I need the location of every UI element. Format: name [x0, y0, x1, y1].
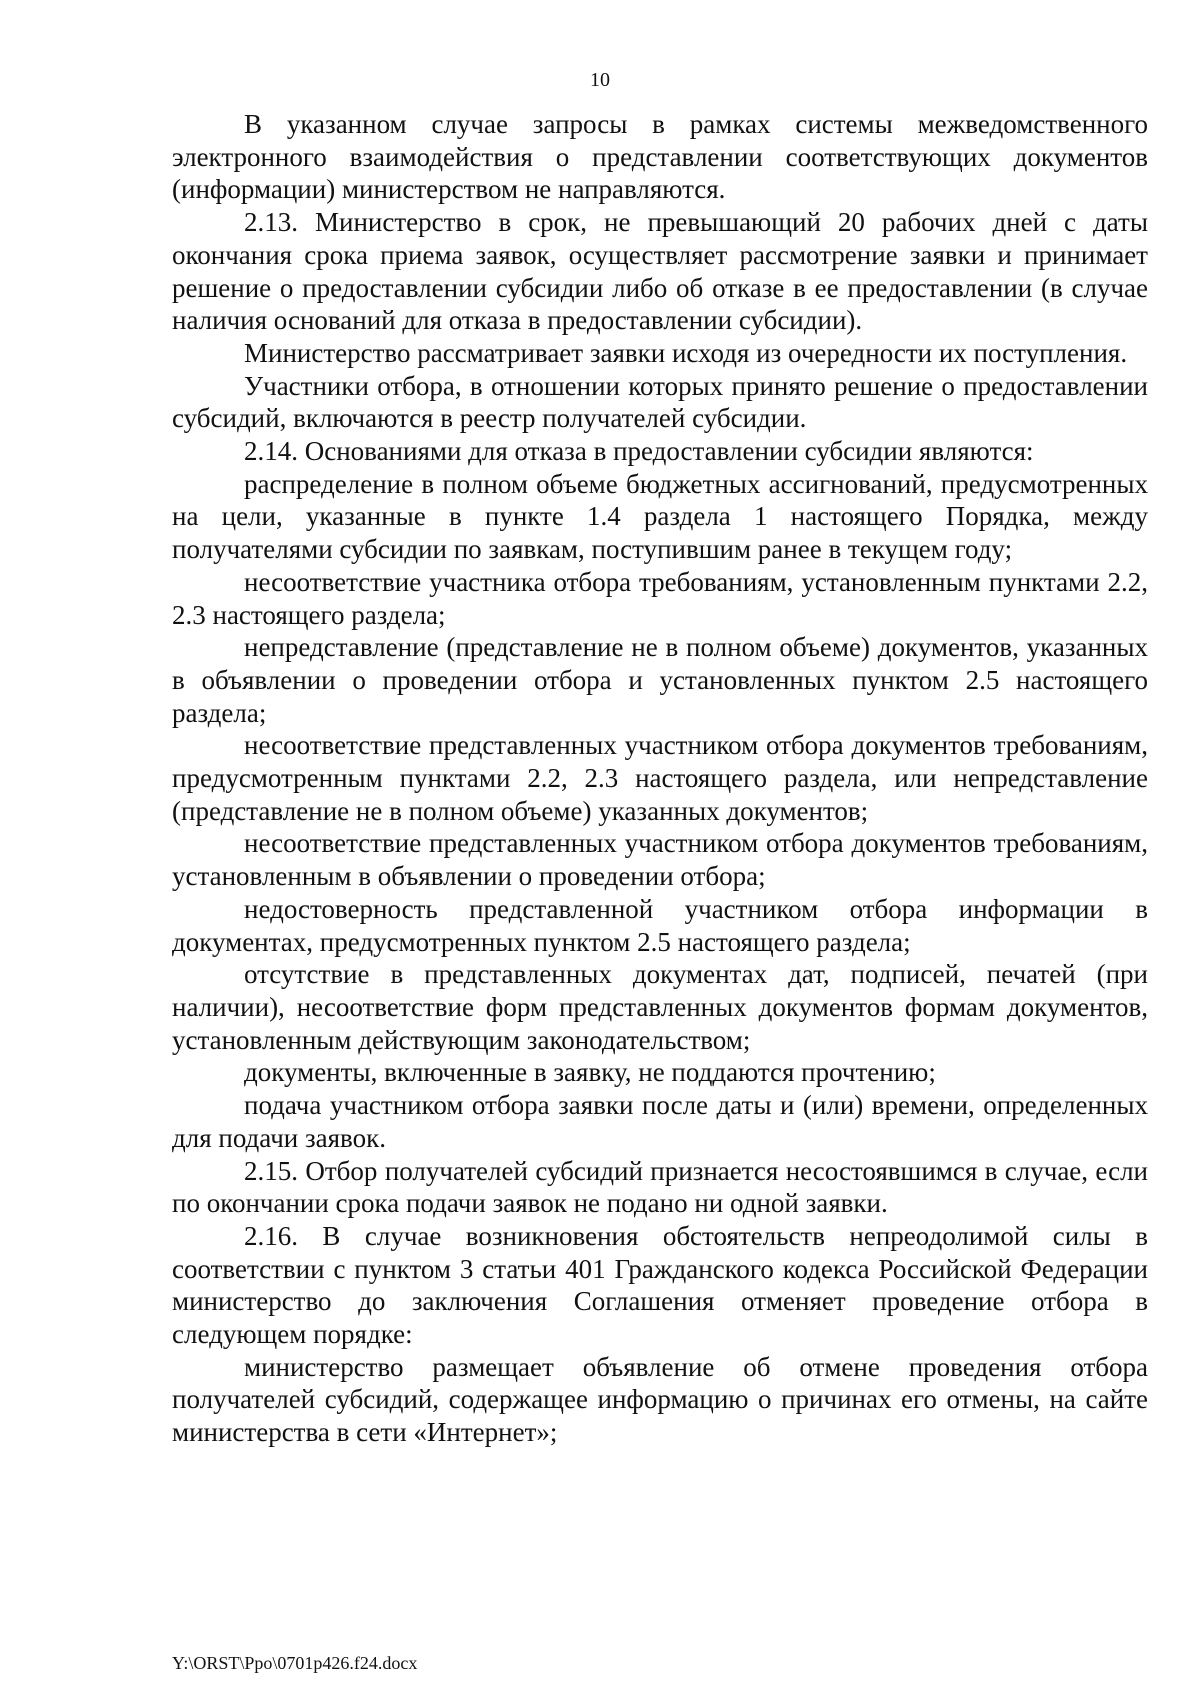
- paragraph-registry: Участники отбора, в отношении которых принято решение о предоставлении субсидий, включаются в реестр получателей субсидии.: [172, 370, 1148, 434]
- document-body: [172, 108, 1148, 1449]
- paragraph-2-15: 2.15. Отбор получателей субсидий признается несостоявшимся в случае, если по окончании срока подачи заявок не подано ни одной заявки.: [172, 1155, 1148, 1219]
- paragraph-2-14: 2.14. Основаниями для отказа в предоставлении субсидии являются:: [244, 436, 1034, 467]
- paragraph-interagency-requests: В указанном случае запросы в рамках системы межведомственного электронного взаимодействия о представлении соответствующих документов (информации) министерством не направляются.: [172, 109, 1148, 205]
- list-item-budget-distribution: распределение в полном объеме бюджетных ассигнований, предусмотренных на цели, указанные в пункте 1.4 раздела 1 настоящего Порядка, между получателями субсидии по заявкам, поступившим ранее в текущем году;: [172, 468, 1148, 565]
- footer-file-path: Y:\ORST\Ppo\0701p426.f24.docx: [172, 1653, 418, 1673]
- list-item-missing-signatures: отсутствие в представленных документах дат, подписей, печатей (при наличии), несоответствие форм представленных документов формам документов, установленным действующим законодательством;: [172, 959, 1148, 1055]
- list-item-documents-mismatch: несоответствие представленных участником отбора документов требованиям, предусмотренным пунктами 2.2, 2.3 настоящего раздела, или непредставление (представление не в полном объеме) указанных документов;: [172, 730, 1148, 826]
- list-item-late-submission: подача участником отбора заявки после даты и (или) времени, определенных для подачи заявок.: [172, 1090, 1148, 1153]
- paragraph-2-16: 2.16. В случае возникновения обстоятельств непреодолимой силы в соответствии с пунктом 3 статьи 401 Гражданского кодекса Российской Федерации министерство до заключения Соглашения отменяет проведение отбора в следующем порядке:: [172, 1220, 1148, 1350]
- list-item-missing-documents: непредставление (представление не в полном объеме) документов, указанных в объявлении о проведении отбора и установленных пунктом 2.5 настоящего раздела;: [172, 632, 1148, 728]
- list-item-cancellation-notice: министерство размещает объявление об отмене проведения отбора получателей субсидий, содержащее информацию о причинах его отмены, на сайте министерства в сети «Интернет»;: [172, 1351, 1148, 1448]
- paragraph-2-13: 2.13. Министерство в срок, не превышающий 20 рабочих дней с даты окончания срока приема заявок, осуществляет рассмотрение заявки и принимает решение о предоставлении субсидии либо об отказе в ее предоставлении (в случае наличия оснований для отказа в предоставлении субсидии).: [172, 207, 1148, 336]
- page-number: 10: [590, 69, 610, 91]
- list-item-participant-mismatch: несоответствие участника отбора требованиям, установленным пунктами 2.2, 2.3 настоящего раздела;: [172, 566, 1148, 630]
- list-item-unreadable: документы, включенные в заявку, не поддаются прочтению;: [244, 1057, 936, 1088]
- list-item-unreliable-info: недостоверность представленной участником отбора информации в документах, предусмотренных пунктом 2.5 настоящего раздела;: [172, 893, 1148, 957]
- paragraph-review-order: Министерство рассматривает заявки исходя из очередности их поступления.: [244, 337, 1128, 368]
- list-item-announcement-mismatch: несоответствие представленных участником отбора документов требованиям, установленным в объявлении о проведении отбора;: [172, 828, 1148, 892]
